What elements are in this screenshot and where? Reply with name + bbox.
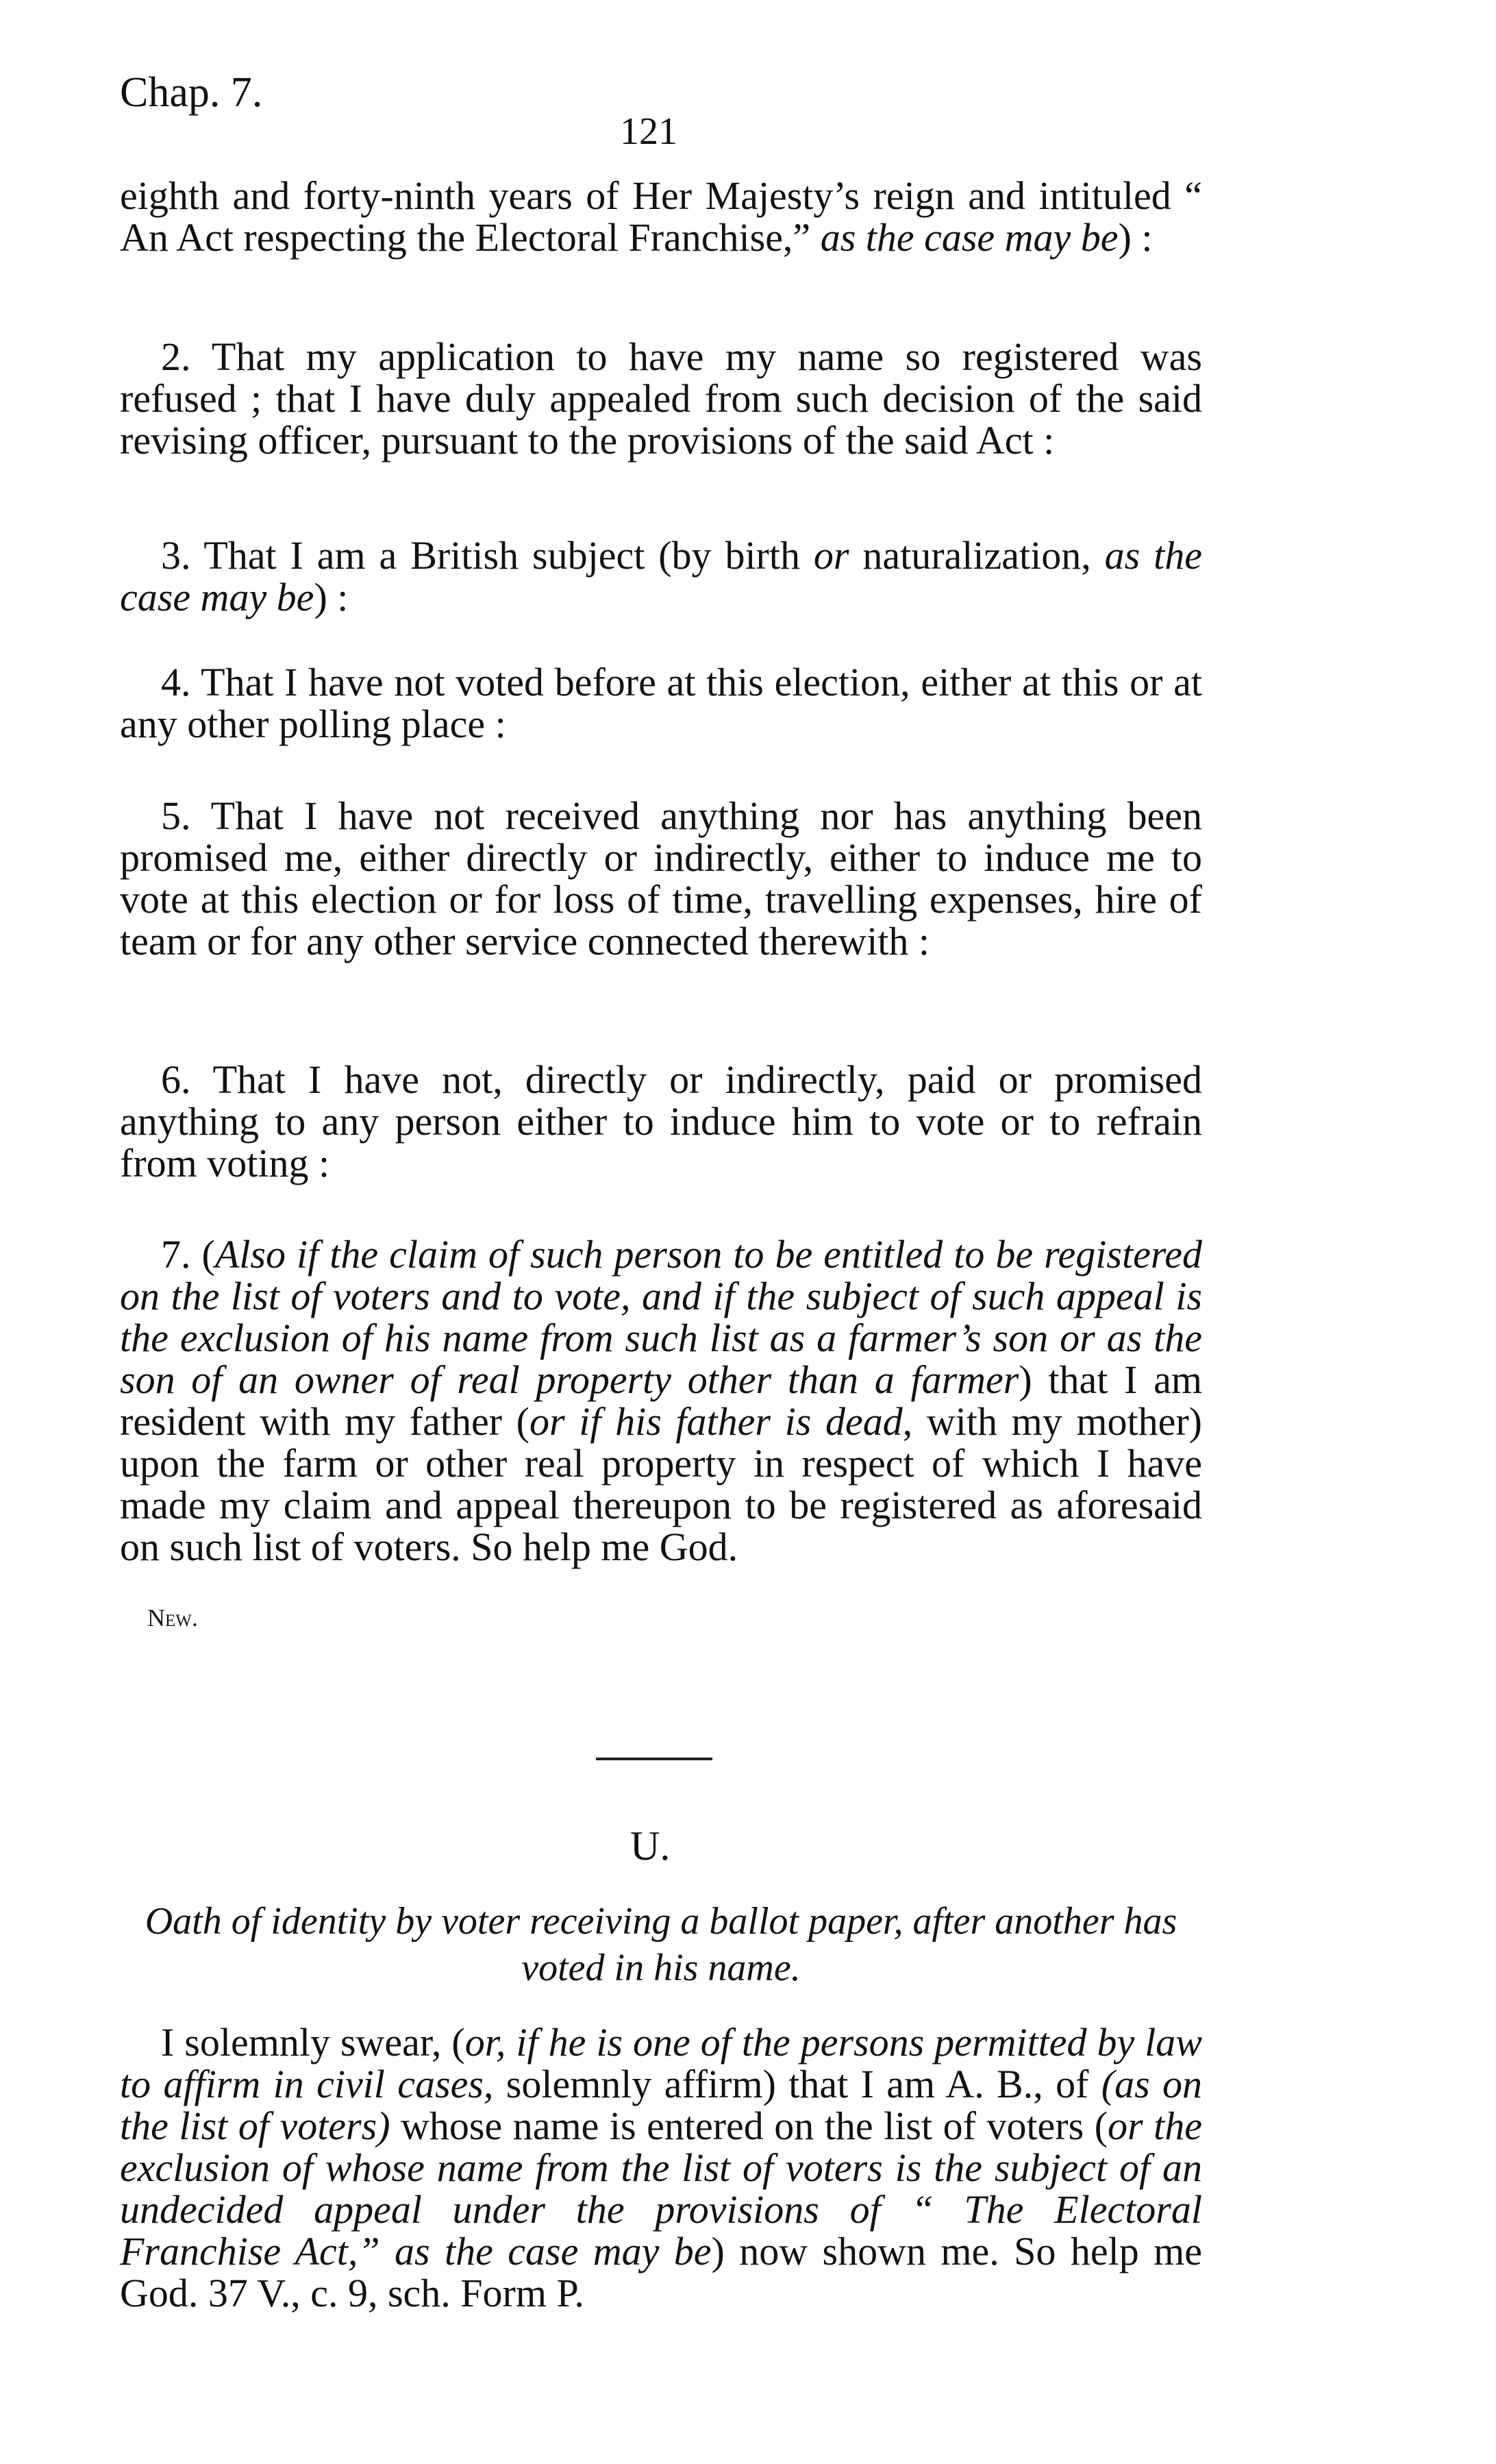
text-run: as the case may be [120, 533, 1202, 619]
paragraph-7 [120, 1233, 1202, 1568]
oath-title: Oath of identity by voter receiving a ballot paper, after another has voted in his name. [145, 1900, 1177, 1989]
text-run: eighth and forty-ninth years of Her Majesty’s reign and intituled “ An Act respecting the Electoral Franchise,” [120, 173, 1202, 260]
section-letter: U. [630, 1823, 671, 1869]
paragraph-4 [120, 661, 1202, 745]
paragraph-6 [120, 1059, 1202, 1184]
text-run: , with my mother) upon the farm or other real property in respect of which I have made my claim and appeal thereupon to be registered as aforesaid on such list of voters. So help me God. [120, 1399, 1202, 1569]
text-run: ) that I am resident with my father ( [120, 1357, 1202, 1444]
text-run: naturalization, [849, 533, 1105, 578]
text-run: 7. ( [161, 1232, 215, 1277]
text-run: whose name is entered on the list of voters ( [390, 2104, 1108, 2148]
text-run: ) now shown me. So help me God. 37 V., c. 9, sch. Form P. [120, 2229, 1202, 2315]
paragraph-1 [120, 175, 1202, 258]
text-run: 4. That I have not voted before at this election, either at this or at any other polling place : [120, 660, 1202, 746]
text-run: or, if he is one of the persons permitted by law to affirm in civil cases, [120, 2020, 1202, 2106]
text-run: solemnly affirm) that I am A. B., of [493, 2062, 1101, 2106]
text-run: (as on the list of voters) [120, 2062, 1202, 2148]
paragraph-5 [120, 795, 1202, 962]
section-divider [596, 1758, 712, 1760]
text-run: 3. That I am a British subject (by birth [161, 533, 814, 578]
text-run: 6. That I have not, directly or indirectly, paid or promised anything to any person either to induce him to vote or to refrain from voting : [120, 1057, 1202, 1185]
oath-paragraph [120, 2021, 1202, 2314]
text-run: as the case may be [820, 215, 1119, 260]
page-number: 121 [620, 110, 677, 153]
chapter-label: Chap. 7. [120, 69, 263, 116]
text-run: or if his father is dead [529, 1399, 903, 1444]
text-run: or the exclusion of whose name from the list of voters is the subject of an undecided appeal under the provisions of “ The Electoral Franchise Act,” as the case may be [120, 2104, 1202, 2274]
text-run: 5. That I have not received anything nor has anything been promised me, either directly or indirectly, either to induce me to vote at this election or for loss of time, travelling expenses, hire of team or for any other service connected therewith : [120, 793, 1202, 963]
text-run: ) : [314, 575, 349, 619]
text-run: 2. That my application to have my name so registered was refused ; that I have duly appealed from such decision of the said revising officer, pursuant to the provisions of the said Act : [120, 334, 1202, 463]
new-note: New. [147, 1604, 198, 1631]
paragraph-2 [120, 336, 1202, 461]
text-run: Also if the claim of such person to be entitled to be registered on the list of voters and to vote, and if the subject of such appeal is the exclusion of his name from such list as a farmer’s son or as the son of an owner of real property other than a farmer [120, 1232, 1202, 1402]
paragraph-3 [120, 534, 1202, 618]
text-run: ) : [1118, 215, 1153, 260]
text-run: or [813, 533, 849, 578]
text-run: I solemnly swear, ( [161, 2020, 465, 2065]
